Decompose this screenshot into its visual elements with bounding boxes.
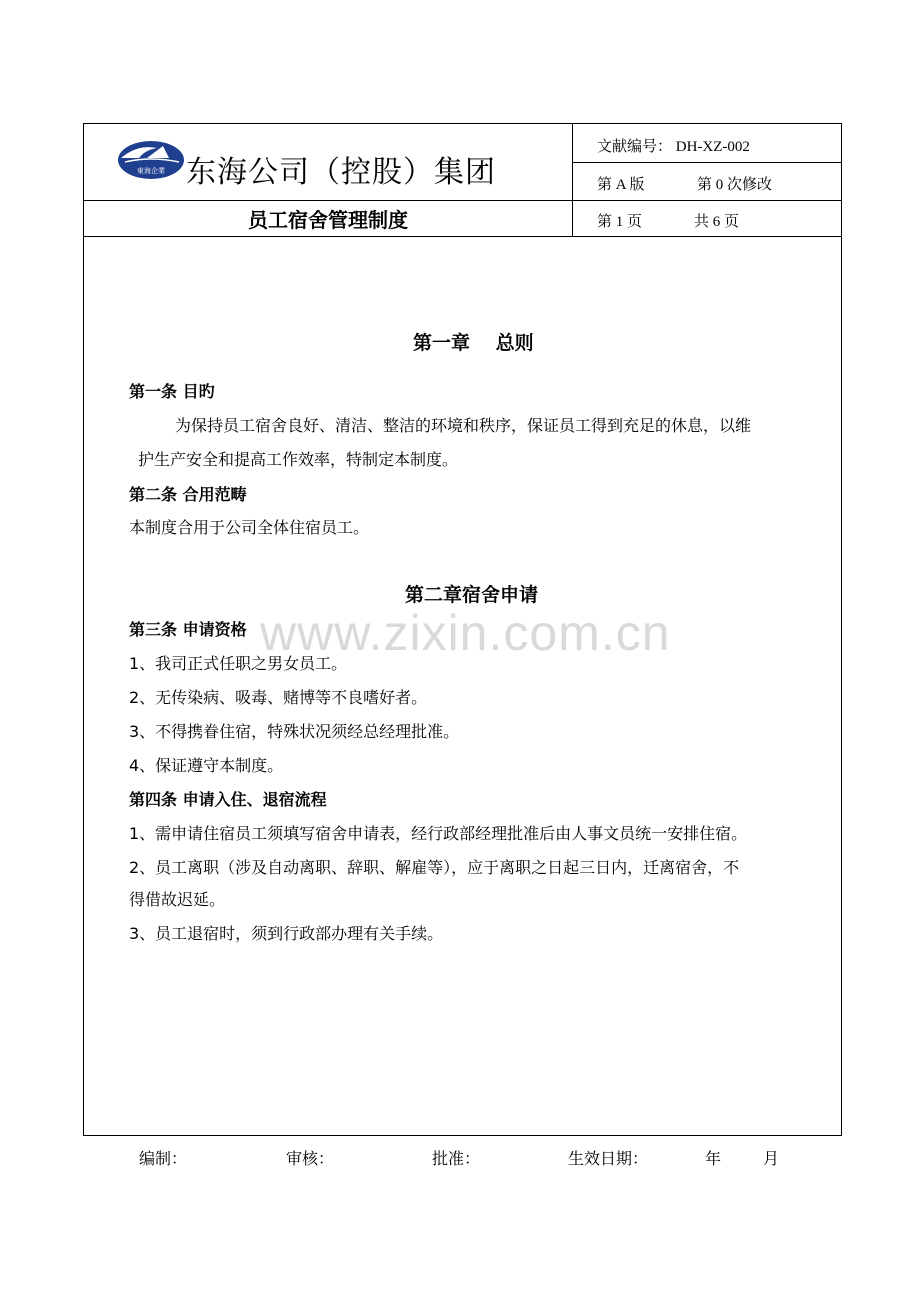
chapter-2-title: 第二章宿舍申请: [405, 584, 539, 606]
article-1-line-2: 护生产安全和提高工作效率，特制定本制度。: [138, 450, 459, 469]
article-3-item: 2、无传染病、吸毒、赌博等不良嗜好者。: [129, 688, 428, 707]
page-number: 第 1 页: [597, 214, 643, 230]
header-bottom-line: [83, 236, 842, 237]
header-divider-meta-1: [572, 162, 842, 163]
footer-approved: 批准：: [432, 1149, 481, 1168]
company-logo: [117, 140, 185, 180]
article-3-item: 4、保证遵守本制度。: [129, 756, 284, 775]
company-name: 东海公司（控股）集团: [186, 155, 496, 190]
article-4-item-2-line-1: 2、员工离职（涉及自动离职、辞职、解雇等），应于离职之日起三日内，迁离宿舍，不: [129, 858, 740, 877]
edition-label: 第 A 版: [597, 177, 645, 193]
article-4-item-1: 1、需申请住宿员工须填写宿舍申请表，经行政部经理批准后由人事文员统一安排住宿。: [129, 824, 748, 843]
article-2-text: 本制度合用于公司全体住宿员工。: [129, 518, 370, 537]
article-1-title: 第一条 目旳: [129, 382, 215, 401]
footer-year: 年: [705, 1149, 722, 1168]
article-1-line-1: 为保持员工宿舍良好、清洁、整洁的环境和秩序，保证员工得到充足的休息，以维: [175, 416, 752, 435]
article-4-title: 第四条 申请入住、退宿流程: [129, 790, 327, 809]
article-4-item-2-line-2: 得借故迟延。: [129, 890, 226, 909]
header-divider-vertical: [572, 123, 573, 236]
watermark: www.zixin.com.cn: [260, 605, 671, 661]
document-title: 员工宿舍管理制度: [248, 208, 408, 232]
article-3-item: 3、不得携眷住宿，特殊状况须经总经理批准。: [129, 722, 460, 741]
article-3-item: 1、我司正式任职之男女员工。: [129, 654, 348, 673]
article-2-title: 第二条 合用范畴: [129, 485, 247, 504]
footer-compiled: 编制：: [139, 1149, 188, 1168]
chapter-1-title: 第一章 总则: [413, 332, 534, 354]
article-4-item-3: 3、员工退宿时，须到行政部办理有关手续。: [129, 924, 444, 943]
header-divider-meta-2: [572, 200, 842, 201]
document-number: 文献编号： DH-XZ-002: [597, 139, 750, 155]
logo-text: 東海企業: [137, 167, 165, 175]
article-3-title: 第三条 申请资格: [129, 620, 247, 639]
revision-label: 第 0 次修改: [697, 177, 773, 193]
footer-reviewed: 审核：: [286, 1149, 335, 1168]
footer-month: 月: [763, 1149, 780, 1168]
page-total: 共 6 页: [694, 214, 740, 230]
footer-effective-date: 生效日期：: [568, 1149, 649, 1168]
header-divider-company: [83, 200, 572, 201]
